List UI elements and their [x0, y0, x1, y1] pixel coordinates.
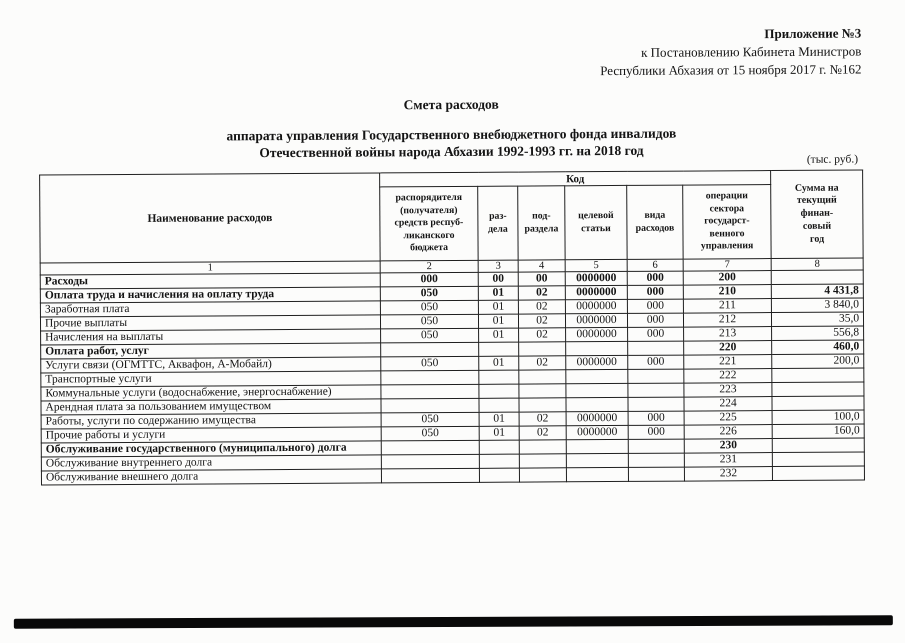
- column-number-3: 3: [478, 260, 518, 272]
- expense-name-cell: Обслуживание внешнего долга: [41, 469, 381, 485]
- code-cell: 0000000: [566, 425, 628, 439]
- code-cell: [381, 398, 479, 413]
- expense-name-cell: Заработная плата: [40, 301, 380, 317]
- code-cell: 01: [479, 412, 519, 426]
- code-cell: 000: [627, 285, 683, 299]
- code-cell: [566, 397, 628, 411]
- sum-cell: [772, 382, 864, 397]
- expense-name-cell: Коммунальные услуги (водоснабжение, энергоснабжение): [41, 385, 381, 401]
- code-cell: [519, 384, 566, 398]
- code-cell: 050: [381, 426, 479, 441]
- expense-table: [39, 169, 865, 485]
- code-cell: 000: [380, 272, 478, 287]
- code-cell: [479, 440, 519, 454]
- code-cell: 01: [479, 328, 519, 342]
- code-cell: [519, 454, 566, 468]
- column-header-name: Наименование расходов: [40, 173, 381, 263]
- document-title-line-1: Смета расходов: [403, 96, 499, 113]
- expense-name-cell: Услуги связи (ОГМТТС, Аквафон, А-Мобайл): [41, 357, 381, 373]
- code-cell: 01: [479, 426, 519, 440]
- table-body: [40, 270, 864, 485]
- code-cell: [628, 383, 684, 397]
- code-cell: 02: [518, 300, 565, 314]
- code-cell: 050: [380, 314, 478, 329]
- code-cell: [566, 467, 628, 481]
- code-cell: [566, 453, 628, 467]
- code-cell: 01: [478, 314, 518, 328]
- code-cell: [566, 369, 628, 383]
- sum-cell: 35,0: [772, 312, 864, 327]
- code-cell: 050: [381, 356, 479, 371]
- code-cell: [628, 467, 684, 481]
- sum-cell: [772, 452, 864, 467]
- code-cell: [519, 342, 566, 356]
- code-cell: 02: [518, 314, 565, 328]
- expense-name-cell: Оплата труда и начисления на оплату труда: [40, 287, 380, 303]
- code-cell: 0000000: [565, 271, 627, 285]
- code-cell: 050: [380, 300, 478, 315]
- expense-name-cell: Транспортные услуги: [41, 371, 381, 387]
- appendix-line-3: Республики Абхазия от 15 ноября 2017 г. №162: [600, 61, 862, 79]
- expense-name-cell: Прочие выплаты: [40, 315, 380, 331]
- sum-cell: 460,0: [772, 340, 864, 355]
- appendix-line-2: к Постановлению Кабинета Министров: [640, 43, 862, 60]
- code-cell: 050: [381, 412, 479, 427]
- expense-name-cell: Работы, услуги по содержанию имущества: [41, 413, 381, 429]
- sum-cell: 100,0: [772, 410, 864, 425]
- code-cell: [519, 398, 566, 412]
- code-cell: [479, 398, 519, 412]
- column-header-6: вида расходов: [627, 185, 683, 259]
- sum-cell: 3 840,0: [771, 298, 863, 313]
- sum-cell: [772, 438, 864, 453]
- code-cell: [628, 369, 684, 383]
- code-cell: 02: [519, 356, 566, 370]
- expense-name-cell: Арендная плата за пользованием имуществом: [41, 399, 381, 415]
- code-cell: [381, 384, 479, 399]
- sum-cell: 160,0: [772, 424, 864, 439]
- code-cell: 212: [683, 313, 771, 328]
- code-cell: 221: [684, 355, 772, 370]
- sum-cell: [772, 396, 864, 411]
- expense-name-cell: Оплата работ, услуг: [41, 343, 381, 359]
- code-cell: 213: [684, 327, 772, 342]
- code-cell: 223: [684, 383, 772, 398]
- code-cell: 02: [519, 328, 566, 342]
- code-cell: 222: [684, 369, 772, 384]
- column-header-kod-group: Код: [380, 171, 771, 187]
- code-cell: 00: [518, 272, 565, 286]
- code-cell: 000: [628, 425, 684, 439]
- code-cell: 0000000: [566, 327, 628, 341]
- code-cell: 02: [519, 426, 566, 440]
- code-cell: 000: [628, 355, 684, 369]
- table-header: [40, 170, 864, 275]
- code-cell: 000: [627, 313, 683, 327]
- code-cell: 000: [628, 411, 684, 425]
- code-cell: 050: [380, 286, 478, 301]
- expense-name-cell: Обслуживание государственного (муниципального) долга: [41, 441, 381, 457]
- code-cell: [628, 341, 684, 355]
- code-cell: 01: [478, 286, 518, 300]
- code-cell: 01: [478, 300, 518, 314]
- expense-name-cell: Расходы: [40, 273, 380, 289]
- document-title-line-2: аппарата управления Государственного внебюджетного фонда инвалидов: [226, 125, 677, 144]
- scan-artifact-bar: [14, 615, 893, 629]
- appendix-title: Приложение №3: [764, 25, 862, 42]
- code-cell: 050: [381, 328, 479, 343]
- code-cell: 01: [479, 356, 519, 370]
- code-cell: 200: [683, 271, 771, 286]
- column-number-1: 1: [40, 261, 380, 275]
- code-cell: [628, 453, 684, 467]
- code-cell: 220: [684, 341, 772, 356]
- column-header-7: операции сектора государст- венного управления: [683, 185, 772, 260]
- expense-name-cell: Обслуживание внутреннего долга: [41, 455, 381, 471]
- expense-name-cell: Прочие работы и услуги: [41, 427, 381, 443]
- code-cell: 00: [478, 272, 518, 286]
- code-cell: 0000000: [565, 299, 627, 313]
- column-number-4: 4: [518, 260, 565, 272]
- column-number-7: 7: [683, 259, 771, 272]
- column-header-4: под- раздела: [518, 186, 565, 260]
- code-cell: 0000000: [566, 411, 628, 425]
- code-cell: [628, 439, 684, 453]
- code-cell: 230: [684, 439, 772, 454]
- code-cell: 000: [628, 327, 684, 341]
- code-cell: 231: [684, 453, 772, 468]
- document-appendix-block: [600, 24, 862, 80]
- column-header-3: раз- дела: [478, 186, 518, 260]
- sum-cell: 200,0: [772, 354, 864, 369]
- sum-cell: 556,8: [772, 326, 864, 341]
- document-title: [0, 93, 904, 163]
- code-cell: 02: [519, 412, 566, 426]
- sum-cell: [771, 270, 863, 285]
- column-number-5: 5: [565, 259, 627, 271]
- code-cell: [479, 370, 519, 384]
- code-cell: [479, 342, 519, 356]
- code-cell: [479, 384, 519, 398]
- sum-cell: [772, 466, 864, 481]
- sum-cell: 4 431,8: [771, 284, 863, 299]
- code-cell: 0000000: [566, 355, 628, 369]
- code-cell: [381, 370, 479, 385]
- code-cell: 0000000: [565, 313, 627, 327]
- code-cell: [566, 439, 628, 453]
- code-cell: [628, 397, 684, 411]
- code-cell: 210: [683, 285, 771, 300]
- code-cell: [519, 370, 566, 384]
- code-cell: [566, 383, 628, 397]
- column-number-8: 8: [771, 258, 863, 271]
- code-cell: 000: [627, 271, 683, 285]
- column-number-6: 6: [627, 259, 683, 271]
- code-cell: 225: [684, 411, 772, 426]
- code-cell: 232: [684, 467, 772, 482]
- code-cell: 02: [518, 286, 565, 300]
- code-cell: [479, 468, 519, 482]
- code-cell: [381, 440, 479, 455]
- code-cell: 000: [627, 299, 683, 313]
- code-cell: [566, 341, 628, 355]
- code-cell: [381, 342, 479, 357]
- code-cell: [381, 454, 479, 469]
- code-cell: 226: [684, 425, 772, 440]
- expense-name-cell: Начисления на выплаты: [41, 329, 381, 345]
- sum-cell: [772, 368, 864, 383]
- document-title-line-3: Отечественной войны народа Абхазии 1992-1993 гг. на 2018 год: [259, 142, 644, 161]
- code-cell: [381, 468, 479, 483]
- code-cell: 224: [684, 397, 772, 412]
- code-cell: 0000000: [565, 285, 627, 299]
- code-cell: [519, 440, 566, 454]
- code-cell: 211: [683, 299, 771, 314]
- column-header-2: распорядителя (получателя) средств респуб- ликанского бюджета: [380, 186, 478, 261]
- code-cell: [519, 468, 566, 482]
- column-header-5: целевой статьи: [565, 185, 627, 259]
- units-note: (тыс. руб.): [806, 153, 859, 166]
- column-number-2: 2: [380, 260, 478, 273]
- column-header-sum: Сумма на текущий финан- совый год: [771, 170, 864, 259]
- code-cell: [479, 454, 519, 468]
